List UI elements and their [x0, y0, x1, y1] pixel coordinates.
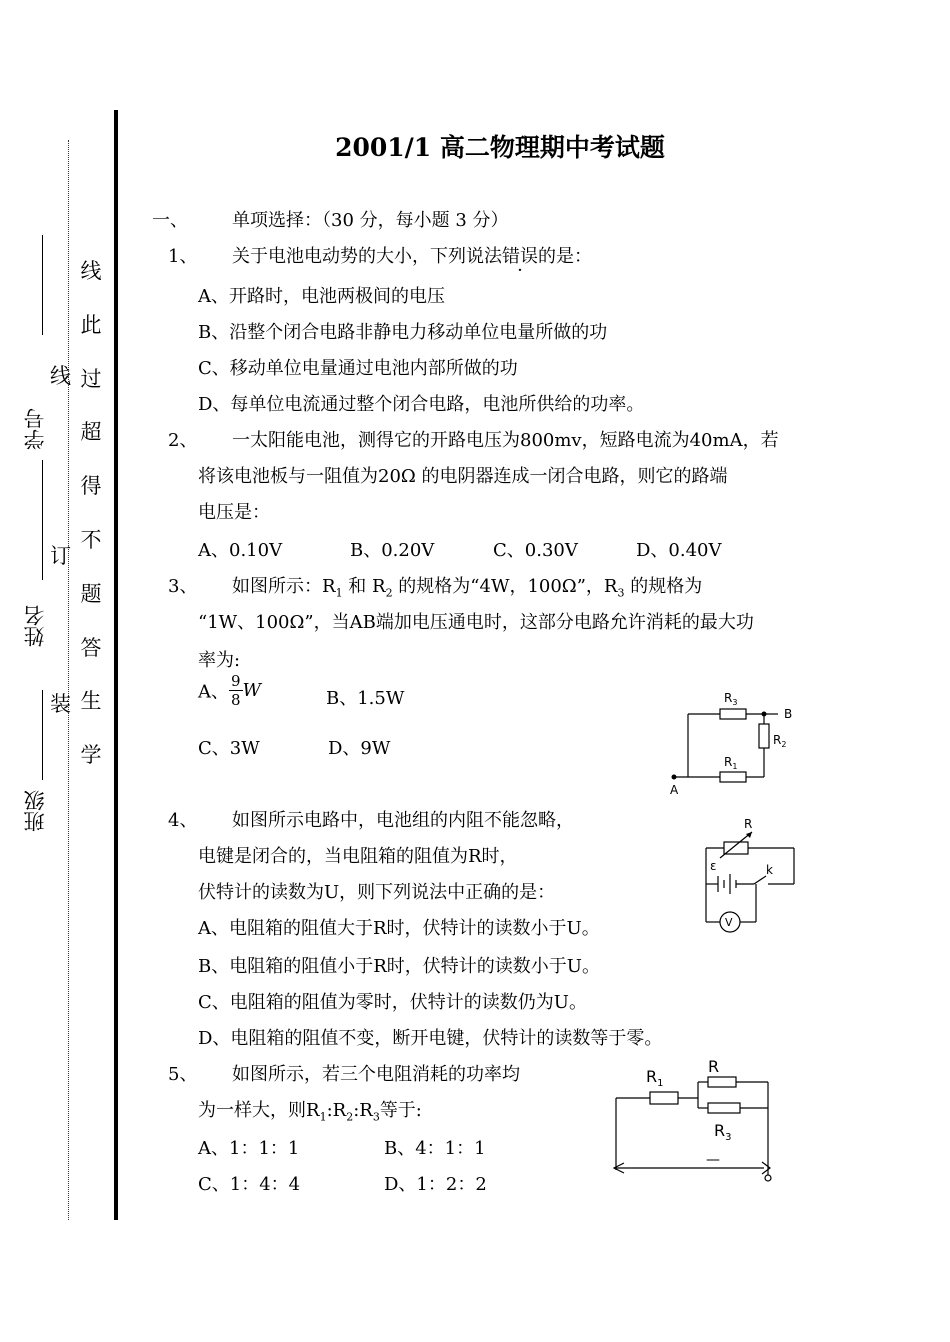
bind-ding: 订	[50, 544, 71, 568]
q2-number: 2、	[168, 430, 198, 451]
warning-char: 得	[80, 474, 102, 499]
svg-text:A: A	[670, 783, 679, 797]
q5-stem-line1: 如图所示，若三个电阻消耗的功率均	[232, 1064, 520, 1085]
q2-stem-line1: 一太阳能电池，测得它的开路电压为800mv，短路电流为40mA，若	[232, 430, 779, 451]
class-label: 班级	[23, 790, 47, 832]
dotted-cut-line	[68, 140, 69, 1220]
q4-option-b: B、电阻箱的阻值小于R时，伏特计的读数小于U。	[198, 956, 600, 977]
q1-option-c: C、移动单位电量通过电池内部所做的功	[198, 358, 518, 379]
warning-char: 线	[80, 259, 102, 283]
q3-option-a: A、 $\frac{9}{8}$ W	[198, 672, 262, 709]
q2-option-a: A、0.10V	[198, 540, 283, 561]
q1-option-d: D、每单位电流通过整个闭合电路，电池所供给的功率。	[198, 394, 645, 415]
q3-option-c: C、3W	[198, 738, 260, 759]
q4-option-d: D、电阻箱的阻值不变，断开电键，伏特计的读数等于零。	[198, 1028, 663, 1049]
q1-option-b: B、沿整个闭合电路非静电力移动单位电量所做的功	[198, 322, 608, 343]
q3-option-d: D、9W	[328, 738, 391, 759]
q1-stem: 关于电池电动势的大小，下列说法错误的是：	[232, 246, 592, 267]
q5-number: 5、	[168, 1064, 198, 1085]
q4-stem-line1: 如图所示电路中，电池组的内阻不能忽略，	[232, 810, 574, 831]
q5-stem-line2: 为一样大，则$R_1:R_2:R_3$等于:	[198, 1100, 422, 1124]
class-blank-line	[42, 690, 43, 780]
q4-option-c: C、电阻箱的阻值为零时，伏特计的读数仍为U。	[198, 992, 587, 1013]
q2-stem-line3: 电压是：	[198, 502, 270, 523]
name-blank-line	[42, 460, 43, 580]
q1-number: 1、	[168, 246, 198, 267]
svg-text:R3: $R_3$	[714, 1121, 732, 1143]
warning-char: 题	[80, 581, 102, 606]
q3-stem-line1: 如图所示：$R_1$ 和 $R_2$ 的规格为“4W，100Ω”，$R_3$ 的规格为	[232, 576, 703, 600]
svg-text:R2: $R_2$	[773, 733, 787, 749]
q4-stem-line3: 伏特计的读数为U，则下列说法中正确的是：	[198, 882, 556, 903]
warning-char: 生	[80, 689, 102, 714]
svg-text:R1: $R_1$	[646, 1067, 664, 1089]
margin-warning	[78, 245, 104, 783]
warning-char: 此	[80, 312, 102, 337]
bind-xian: 线	[50, 364, 71, 388]
warning-char: 超	[80, 420, 102, 445]
q5-option-a: A、1：1：1	[198, 1138, 300, 1159]
warning-char: 过	[80, 366, 102, 391]
bind-zhuang: 装	[50, 692, 71, 716]
svg-text:ε: ε	[710, 859, 717, 873]
q4-option-a: A、电阻箱的阻值大于R时，伏特计的读数小于U。	[198, 918, 600, 939]
q3-circuit-diagram	[664, 684, 804, 797]
q3-stem-line3: 率为:	[198, 650, 241, 671]
q4-number: 4、	[168, 810, 198, 831]
svg-text:B: B	[784, 707, 793, 721]
q4-stem-line2: 电键是闭合的，当电阻箱的阻值为R时，	[198, 846, 518, 867]
section-heading: 单项选择：（30 分，每小题 3 分）	[232, 210, 509, 231]
fraction-nine-eighths: $\frac{9}{8}$	[231, 672, 241, 709]
q2-stem-line2: 将该电池板与一阻值为20Ω 的电阴器连成一闭合电路，则它的路端	[198, 466, 728, 487]
svg-text:k: k	[766, 863, 773, 877]
q2-option-b: B、0.20V	[350, 540, 435, 561]
warning-char: 学	[80, 743, 102, 768]
svg-text:R: R	[708, 1057, 720, 1076]
q5-option-b: B、4：1：1	[384, 1138, 486, 1159]
number-blank-line	[42, 235, 43, 335]
student-number-label: 学号	[23, 408, 47, 450]
warning-char: 答	[80, 635, 102, 660]
q2-option-c: C、0.30V	[493, 540, 578, 561]
svg-text:R1: $R_1$	[724, 755, 738, 771]
page-title: 2001/1 高二物理期中考试题	[335, 133, 665, 162]
svg-text:—: —	[706, 1152, 720, 1168]
q5-circuit-diagram	[606, 1052, 786, 1192]
q5-option-d: D、1：2：2	[384, 1174, 487, 1195]
q4-circuit-diagram	[696, 810, 806, 940]
svg-text:R: R	[744, 817, 753, 831]
q5-option-c: C、1：4：4	[198, 1174, 301, 1195]
q2-option-d: D、0.40V	[636, 540, 722, 561]
q3-number: 3、	[168, 576, 198, 597]
q3-option-b: B、1.5W	[326, 688, 405, 709]
q1-option-a: A、开路时，电池两极间的电压	[198, 286, 445, 307]
warning-char: 不	[80, 527, 102, 552]
svg-text:R3: $R_3$	[724, 691, 738, 707]
svg-text:V: V	[725, 916, 733, 929]
q1-emphasis: 错误	[502, 246, 538, 267]
binding-border-line	[114, 110, 118, 1220]
student-name-label: 姓名	[23, 605, 47, 647]
section-number: 一、	[152, 210, 188, 231]
q3-stem-line2: “1W、100Ω”，当AB端加电压通电时，这部分电路允许消耗的最大功	[198, 612, 754, 633]
